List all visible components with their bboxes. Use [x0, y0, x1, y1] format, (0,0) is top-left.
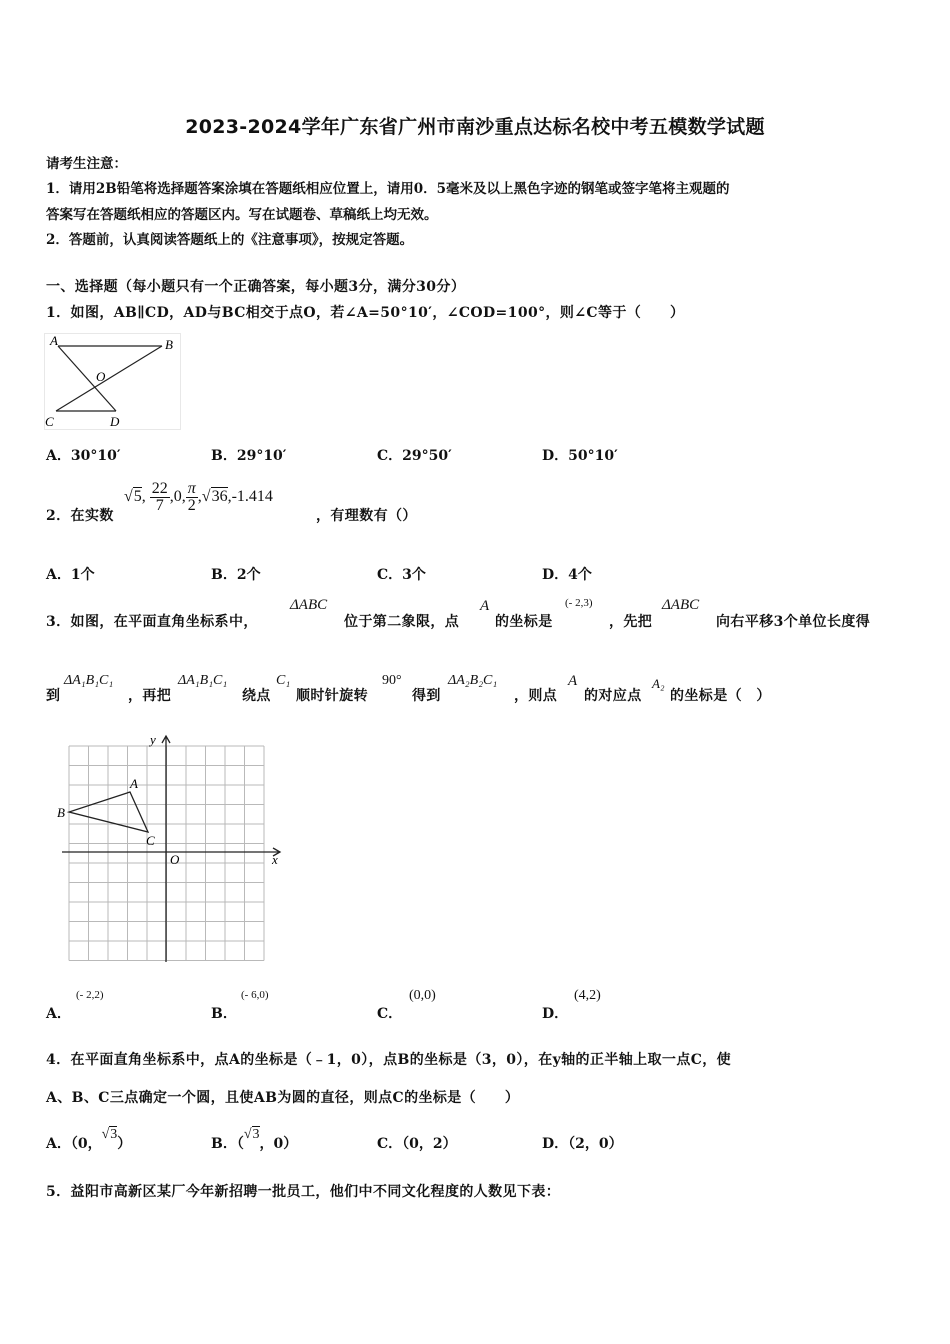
q5-stem: 5．益阳市高新区某厂今年新招聘一批员工，他们中不同文化程度的人数见下表： — [46, 1184, 561, 1200]
notice-line-1a: 1．请用2B铅笔将选择题答案涂填在答题纸相应位置上，请用0．5毫米及以上黑色字迹的钢笔或签字笔将主观题的 — [46, 181, 730, 197]
q3-text-10: 得到 — [412, 688, 441, 704]
q3-option-c-letter[interactable]: C． — [377, 1006, 403, 1022]
q2-sqrt36: 36 — [211, 488, 228, 506]
q3-option-d-value: (4,2) — [574, 988, 601, 1003]
segment-ad — [58, 346, 116, 411]
q3-text-2: 位于第二象限，点 — [344, 614, 460, 630]
q3-point-a-ref: A — [568, 673, 578, 689]
label-b: B — [165, 337, 173, 352]
q4-option-b[interactable]: B．（√3，0） — [211, 1127, 298, 1152]
q1-stem: 1．如图，AB∥CD，AD与BC相交于点O，若∠A=50°10′，∠COD=100°，则∠C等于（ ） — [46, 305, 685, 321]
q3-option-b-letter[interactable]: B． — [211, 1006, 237, 1022]
q3-text-3: 的坐标是 — [495, 614, 553, 630]
q2-option-d[interactable]: D．4个 — [542, 567, 592, 583]
q3-triangle-abc-2: ΔABC — [662, 597, 700, 613]
q3-option-a-value: (- 2,2) — [76, 989, 104, 1001]
q3-angle-90: 90° — [382, 673, 402, 688]
q3-text-9: 顺时针旋转 — [296, 688, 368, 704]
origin-label: O — [170, 852, 180, 867]
q2-fraction-pi-2: $\frac{\pi}{2}$ — [187, 480, 196, 514]
q4-option-c[interactable]: C．（0，2） — [377, 1136, 457, 1152]
axis-label-y: y — [150, 732, 156, 747]
label-o: O — [96, 369, 106, 384]
q2-number-list: √5, $\frac{22}{7}$ ,0, $\frac{\pi}{2}$ ,√36,-1.414 — [124, 480, 273, 514]
q3-option-a-letter[interactable]: A． — [46, 1006, 71, 1022]
q2-prefix: 2．在实数 — [46, 508, 114, 524]
q3-text-5: 向右平移3个单位长度得 — [716, 614, 871, 630]
q3-triangle-a1b1c1: ΔA₁B₁C₁ — [64, 673, 114, 688]
q4-option-b-radicand: 3 — [252, 1127, 260, 1142]
q2-option-c[interactable]: C．3个 — [377, 567, 426, 583]
q3-option-d-letter[interactable]: D． — [542, 1006, 569, 1022]
section-heading: 一、选择题（每小题只有一个正确答案，每小题3分，满分30分） — [46, 279, 466, 295]
notice-heading: 请考生注意： — [46, 156, 127, 172]
page-title: 2023-2024学年广东省广州市南沙重点达标名校中考五模数学试题 — [185, 116, 765, 138]
q2-option-b[interactable]: B．2个 — [211, 567, 261, 583]
q3-point-a: A — [480, 598, 490, 614]
q1-option-a[interactable]: A．30°10′ — [46, 448, 121, 464]
q3-grid-figure — [54, 730, 286, 970]
q3-text-1: 3．如图，在平面直角坐标系中， — [46, 614, 258, 630]
q3-text-13: 的坐标是（ ） — [670, 688, 771, 704]
q3-option-b-value: (- 6,0) — [241, 989, 269, 1001]
q3-text-11: ，则点 — [514, 688, 558, 704]
vertex-label-a: A — [130, 776, 138, 791]
q1-option-c[interactable]: C．29°50′ — [377, 448, 452, 464]
q2-suffix: ，有理数有（） — [316, 508, 417, 524]
q1-option-d[interactable]: D．50°10′ — [542, 448, 618, 464]
q1-figure — [44, 333, 182, 431]
q3-triangle-a2b2c1: ΔA₂B₂C₁ — [448, 673, 498, 688]
label-d: D — [110, 414, 120, 429]
vertex-label-c: C — [146, 833, 155, 848]
q2-zero: ,0, — [169, 488, 186, 506]
q3-option-c-value: (0,0) — [409, 988, 436, 1003]
q2-option-a[interactable]: A．1个 — [46, 567, 95, 583]
vertex-label-b: B — [57, 805, 65, 820]
axis-label-x: x — [272, 852, 278, 867]
q2-fraction-22-7: $\frac{22}{7}$ — [151, 480, 168, 514]
notice-line-1b: 答案写在答题纸相应的答题区内。写在试题卷、草稿纸上均无效。 — [46, 207, 438, 223]
q3-text-4: ，先把 — [609, 614, 653, 630]
q4-line-1: 4．在平面直角坐标系中，点A的坐标是（﹣1，0），点B的坐标是（3，0），在y轴的正半轴上取一点C，使 — [46, 1052, 732, 1068]
q3-text-8: 绕点 — [242, 688, 271, 704]
q4-option-a-radicand: 3 — [110, 1127, 118, 1142]
q2-sqrt5: 5 — [133, 488, 142, 506]
label-c: C — [45, 414, 54, 429]
label-a: A — [50, 333, 58, 348]
q3-coord-a: (- 2,3) — [565, 597, 593, 609]
q4-option-a[interactable]: A．（0，√3） — [46, 1127, 132, 1152]
q4-option-d[interactable]: D．（2，0） — [542, 1136, 623, 1152]
q3-triangle-abc: ΔABC — [290, 597, 328, 613]
segment-bc — [56, 346, 162, 411]
q4-line-2: A、B、C三点确定一个圆，且使AB为圆的直径，则点C的坐标是（ ） — [46, 1090, 520, 1106]
notice-line-2: 2．答题前，认真阅读答题纸上的《注意事项》，按规定答题。 — [46, 232, 414, 248]
q3-text-6: 到 — [46, 688, 61, 704]
q1-option-b[interactable]: B．29°10′ — [211, 448, 287, 464]
q3-point-a2: A₂ — [652, 676, 665, 691]
q3-text-7: ，再把 — [128, 688, 172, 704]
q3-point-c1: C₁ — [276, 673, 291, 688]
q2-decimal: ,-1.414 — [227, 488, 273, 506]
q3-text-12: 的对应点 — [584, 688, 642, 704]
q3-triangle-a1b1c1-b: ΔA₁B₁C₁ — [178, 673, 228, 688]
